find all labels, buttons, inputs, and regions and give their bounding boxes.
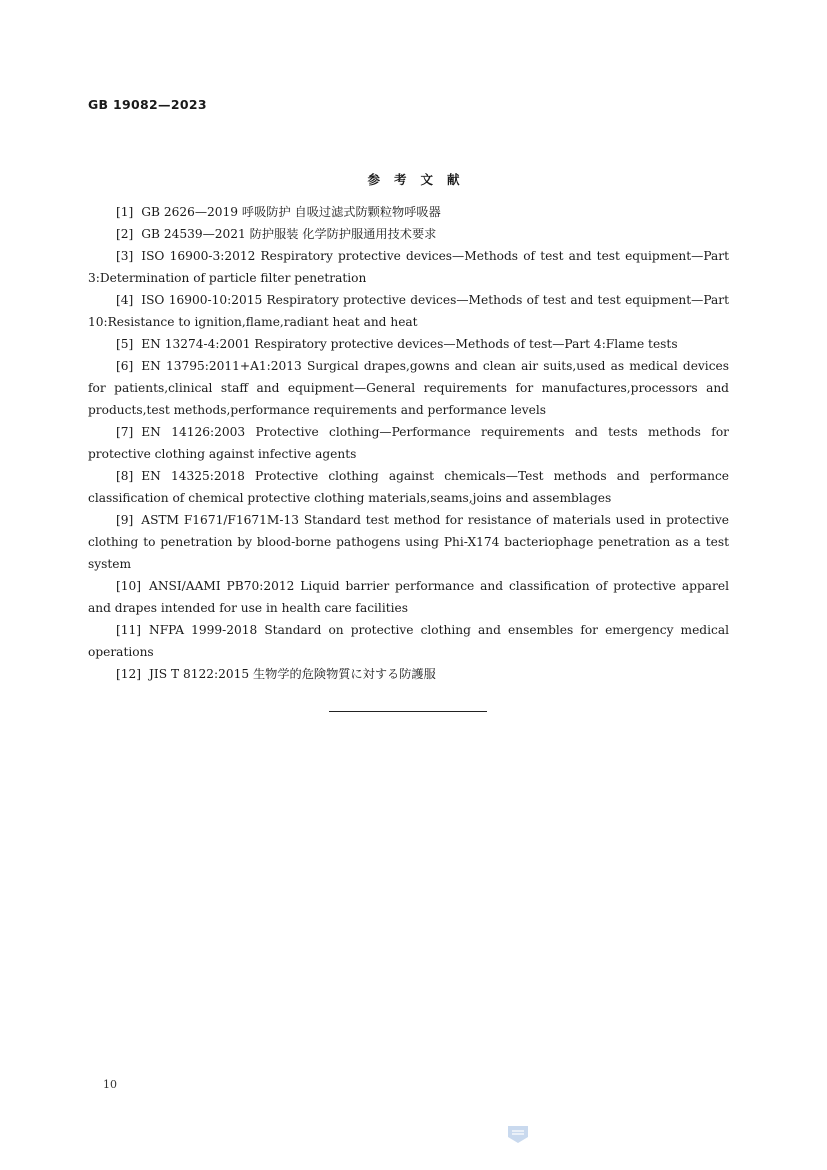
reference-list — [88, 201, 729, 685]
section-title-references: 参考文献 — [367, 172, 474, 187]
reference-item — [88, 355, 729, 421]
reference-number: [6] — [116, 359, 134, 373]
reference-number: [4] — [116, 293, 134, 307]
reference-number: [10] — [116, 579, 142, 593]
reference-text: JIS T 8122:2015 生物学的危険物質に対する防護服 — [149, 667, 436, 681]
reference-number: [12] — [116, 667, 142, 681]
reference-item — [88, 509, 729, 575]
reference-number: [3] — [116, 249, 134, 263]
reference-number: [1] — [116, 205, 134, 219]
reference-item — [88, 421, 729, 465]
reference-text: ISO 16900-3:2012 Respiratory protective devices—Methods of test and test equipment—Part 3:Determination of particle filter penetration — [88, 249, 729, 285]
page-number: 10 — [103, 1078, 117, 1091]
reference-text: NFPA 1999-2018 Standard on protective clothing and ensembles for emergency medical operations — [88, 623, 729, 659]
reference-number: [7] — [116, 425, 134, 439]
reference-item — [88, 245, 729, 289]
reference-text: EN 14325:2018 Protective clothing against chemicals—Test methods and performance classification of chemical protective clothing materials,seams,joins and assemblages — [88, 469, 729, 505]
reference-text: ANSI/AAMI PB70:2012 Liquid barrier performance and classification of protective apparel and drapes intended for use in health care facilities — [88, 579, 729, 615]
reference-number: [2] — [116, 227, 134, 241]
reference-text: ASTM F1671/F1671M-13 Standard test method for resistance of materials used in protective clothing to penetration by blood-borne pathogens using Phi-X174 bacteriophage penetration as a test system — [88, 513, 729, 571]
reference-number: [11] — [116, 623, 142, 637]
reference-item — [88, 289, 729, 333]
reference-text: ISO 16900-10:2015 Respiratory protective devices—Methods of test and test equipment—Part 10:Resistance to ignition,flame,radiant heat and heat — [88, 293, 729, 329]
reference-text: EN 13795:2011+A1:2013 Surgical drapes,gowns and clean air suits,used as medical devices for patients,clinical staff and equipment—General requirements for manufactures,processors and products,test methods,performance requirements and performance levels — [88, 359, 729, 417]
document-id: GB 19082—2023 — [88, 97, 207, 112]
end-divider — [329, 711, 487, 712]
reference-item — [88, 619, 729, 663]
reference-number: [9] — [116, 513, 134, 527]
reference-item — [88, 575, 729, 619]
reference-text: GB 2626—2019 呼吸防护 自吸过滤式防颗粒物呼吸器 — [141, 205, 441, 219]
reference-item — [88, 465, 729, 509]
watermark-stamp-icon — [505, 1124, 531, 1144]
reference-item — [88, 201, 729, 223]
reference-number: [5] — [116, 337, 134, 351]
reference-number: [8] — [116, 469, 134, 483]
reference-item — [88, 333, 729, 355]
reference-text: GB 24539—2021 防护服装 化学防护服通用技术要求 — [141, 227, 437, 241]
reference-text: EN 13274-4:2001 Respiratory protective devices—Methods of test—Part 4:Flame tests — [141, 337, 678, 351]
reference-text: EN 14126:2003 Protective clothing—Performance requirements and tests methods for protective clothing against infective agents — [88, 425, 729, 461]
reference-item — [88, 223, 729, 245]
reference-item — [88, 663, 729, 685]
